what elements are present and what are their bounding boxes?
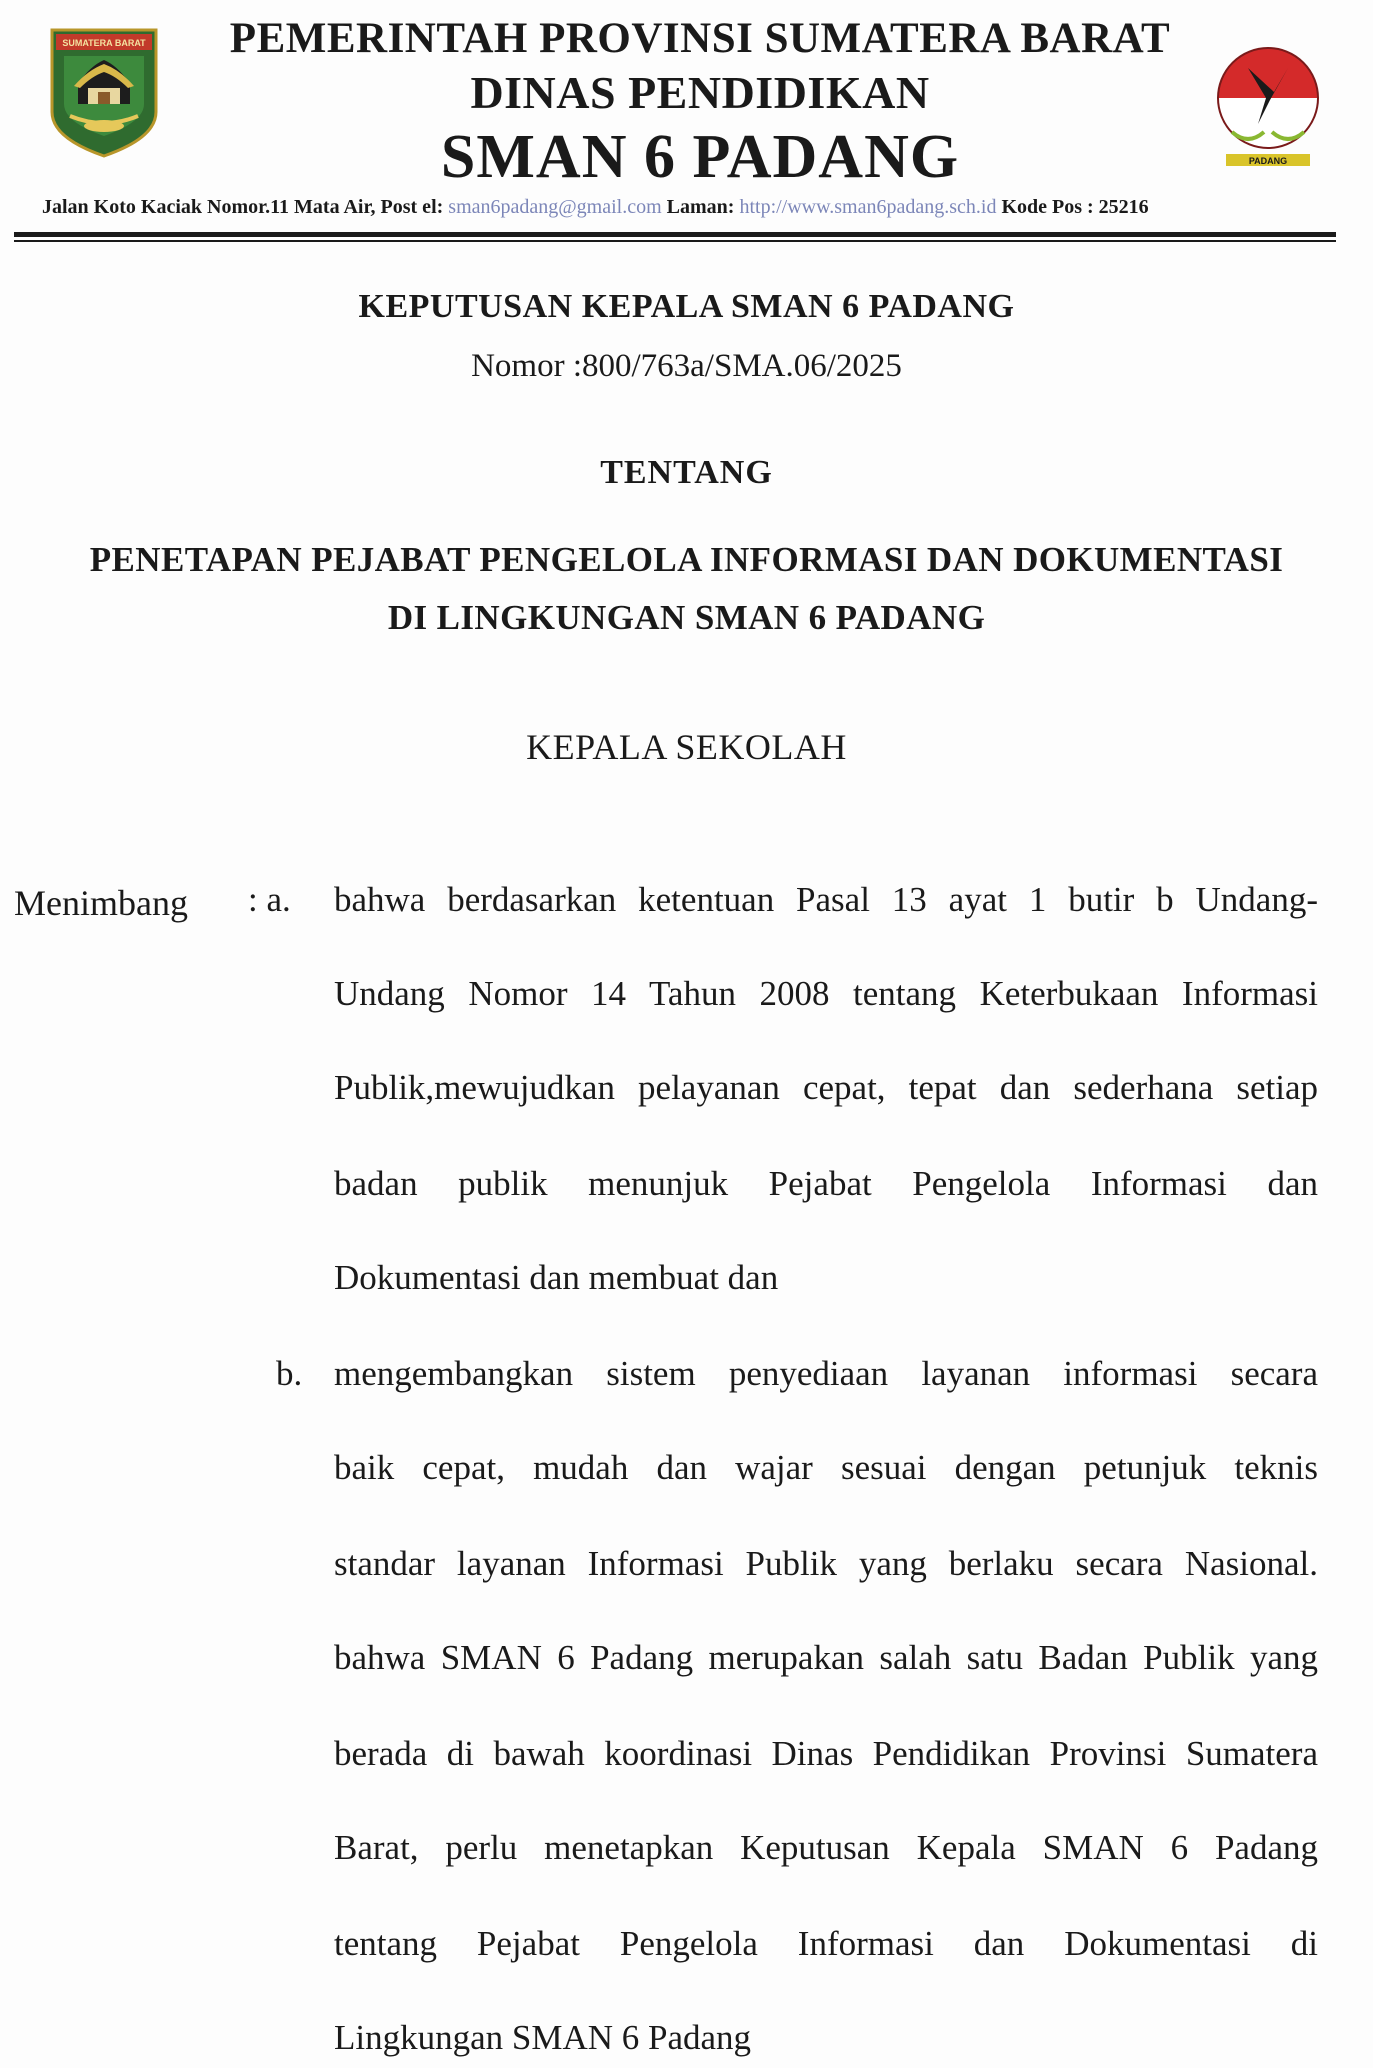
address-text: Jalan Koto Kaciak Nomor.11 Mata Air, Post el: [42, 196, 444, 218]
considering-line: bahwa SMAN 6 Padang merupakan salah satu Badan Publik yang [334, 1638, 1318, 1677]
school-emblem-caption: PADANG [1248, 156, 1288, 166]
school-emblem [1208, 28, 1328, 176]
department-name: DINAS PENDIDIKAN [470, 67, 930, 118]
website-link[interactable]: http://www.sman6padang.sch.id [739, 196, 997, 218]
address-line [42, 196, 1332, 219]
government-name: PEMERINTAH PROVINSI SUMATERA BARAT [229, 15, 1171, 62]
decree-number: Nomor :800/763a/SMA.06/2025 [471, 348, 902, 384]
considering-label: Menimbang [14, 883, 188, 923]
decree-title: KEPUTUSAN KEPALA SMAN 6 PADANG [358, 288, 1015, 325]
letterhead-divider-thick [14, 232, 1336, 237]
considering-line: Undang Nomor 14 Tahun 2008 tentang Keterbukaan Informasi [334, 974, 1318, 1013]
decree-subject-line-1: PENETAPAN PEJABAT PENGELOLA INFORMASI DAN DOKUMENTASI [89, 540, 1284, 579]
email-link[interactable]: sman6padang@gmail.com [448, 196, 662, 218]
point-a-marker: : a. [248, 880, 291, 919]
decree-subject-line-2: DI LINGKUNGAN SMAN 6 PADANG [387, 598, 986, 637]
considering-line: Lingkungan SMAN 6 Padang [334, 2018, 752, 2057]
website-label: Laman: [666, 196, 735, 218]
considering-line: Dokumentasi dan membuat dan [334, 1258, 779, 1297]
considering-line: badan publik menunjuk Pejabat Pengelola Informasi dan [334, 1164, 1318, 1203]
decree-issuer: KEPALA SEKOLAH [526, 727, 847, 767]
letterhead-divider-thin [14, 240, 1336, 242]
decree-about-heading: TENTANG [600, 454, 773, 491]
sumatera-barat-emblem [48, 26, 160, 160]
emblem-banner-text: SUMATERA BARAT [62, 38, 146, 48]
point-b-marker: b. [276, 1354, 303, 1393]
considering-line: tentang Pejabat Pengelola Informasi dan Dokumentasi di [334, 1924, 1318, 1963]
considering-line: bahwa berdasarkan ketentuan Pasal 13 ayat 1 butir b Undang- [334, 880, 1318, 919]
considering-line: mengembangkan sistem penyediaan layanan informasi secara [334, 1354, 1318, 1393]
considering-line: berada di bawah koordinasi Dinas Pendidikan Provinsi Sumatera [334, 1734, 1318, 1773]
considering-line: Publik,mewujudkan pelayanan cepat, tepat dan sederhana setiap [334, 1068, 1318, 1107]
considering-line: Barat, perlu menetapkan Keputusan Kepala SMAN 6 Padang [334, 1828, 1318, 1867]
considering-line: standar layanan Informasi Publik yang berlaku secara Nasional. [334, 1544, 1318, 1583]
postcode-text: Kode Pos : 25216 [1001, 196, 1149, 218]
considering-line: baik cepat, mudah dan wajar sesuai dengan petunjuk teknis [334, 1448, 1318, 1487]
school-name: SMAN 6 PADANG [440, 123, 960, 191]
